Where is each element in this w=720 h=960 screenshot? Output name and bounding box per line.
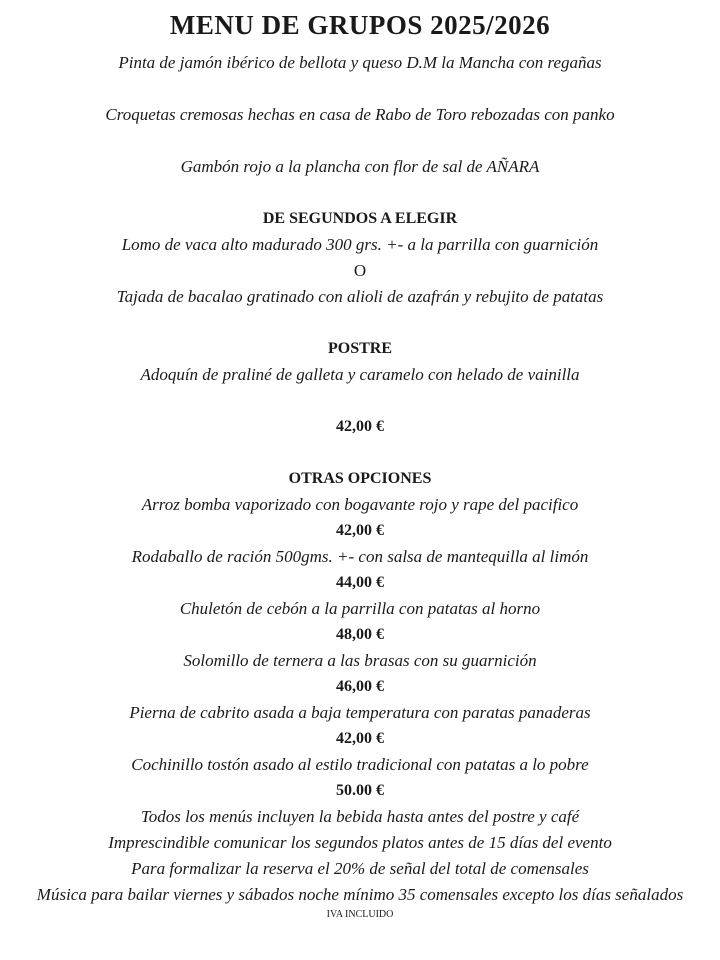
note-line: Imprescindible comunicar los segundos platos antes de 15 días del evento bbox=[108, 833, 612, 852]
main-option: Tajada de bacalao gratinado con alioli de azafrán y rebujito de patatas bbox=[116, 287, 604, 306]
menu-price: 42,00 € bbox=[336, 418, 384, 435]
option-item: Rodaballo de ración 500gms. +- con salsa de mantequilla al limón bbox=[131, 547, 589, 566]
starter-item: Pinta de jamón ibérico de bellota y queso D.M la Mancha con regañas bbox=[118, 53, 602, 72]
option-price: 42,00 € bbox=[336, 522, 384, 539]
dessert-heading: POSTRE bbox=[327, 340, 392, 357]
starter-item: Croquetas cremosas hechas en casa de Rabo de Toro rebozadas con panko bbox=[105, 105, 615, 124]
iva-note: IVA INCLUIDO bbox=[326, 909, 394, 920]
starter-item: Gambón rojo a la plancha con flor de sal de AÑARA bbox=[180, 157, 540, 176]
option-price: 46,00 € bbox=[336, 678, 384, 695]
note-line: Todos los menús incluyen la bebida hasta antes del postre y café bbox=[140, 807, 580, 826]
option-price: 44,00 € bbox=[336, 574, 384, 591]
other-options-heading: OTRAS OPCIONES bbox=[288, 470, 432, 487]
option-price: 50.00 € bbox=[336, 782, 384, 799]
note-line: Para formalizar la reserva el 20% de señal del total de comensales bbox=[131, 859, 589, 878]
notes bbox=[6, 804, 714, 908]
option-item: Chuletón de cebón a la parrilla con patatas al horno bbox=[179, 599, 541, 618]
dessert-item: Adoquín de praliné de galleta y caramelo con helado de vainilla bbox=[140, 365, 580, 384]
option-price: 48,00 € bbox=[336, 626, 384, 643]
option-separator: O bbox=[353, 261, 367, 280]
option-item: Pierna de cabrito asada a baja temperatura con paratas panaderas bbox=[129, 703, 591, 722]
page-title: MENU DE GRUPOS 2025/2026 bbox=[169, 10, 551, 40]
note-line: Música para bailar viernes y sábados noche mínimo 35 comensales excepto los días señalados bbox=[36, 885, 684, 904]
main-option: Lomo de vaca alto madurado 300 grs. +- a la parrilla con guarnición bbox=[121, 235, 599, 254]
option-item: Arroz bomba vaporizado con bogavante rojo y rape del pacifico bbox=[141, 495, 579, 514]
mains-heading: DE SEGUNDOS A ELEGIR bbox=[262, 210, 458, 227]
option-item: Cochinillo tostón asado al estilo tradicional con patatas a lo pobre bbox=[131, 755, 589, 774]
option-price: 42,00 € bbox=[336, 730, 384, 747]
option-item: Solomillo de ternera a las brasas con su guarnición bbox=[183, 651, 537, 670]
